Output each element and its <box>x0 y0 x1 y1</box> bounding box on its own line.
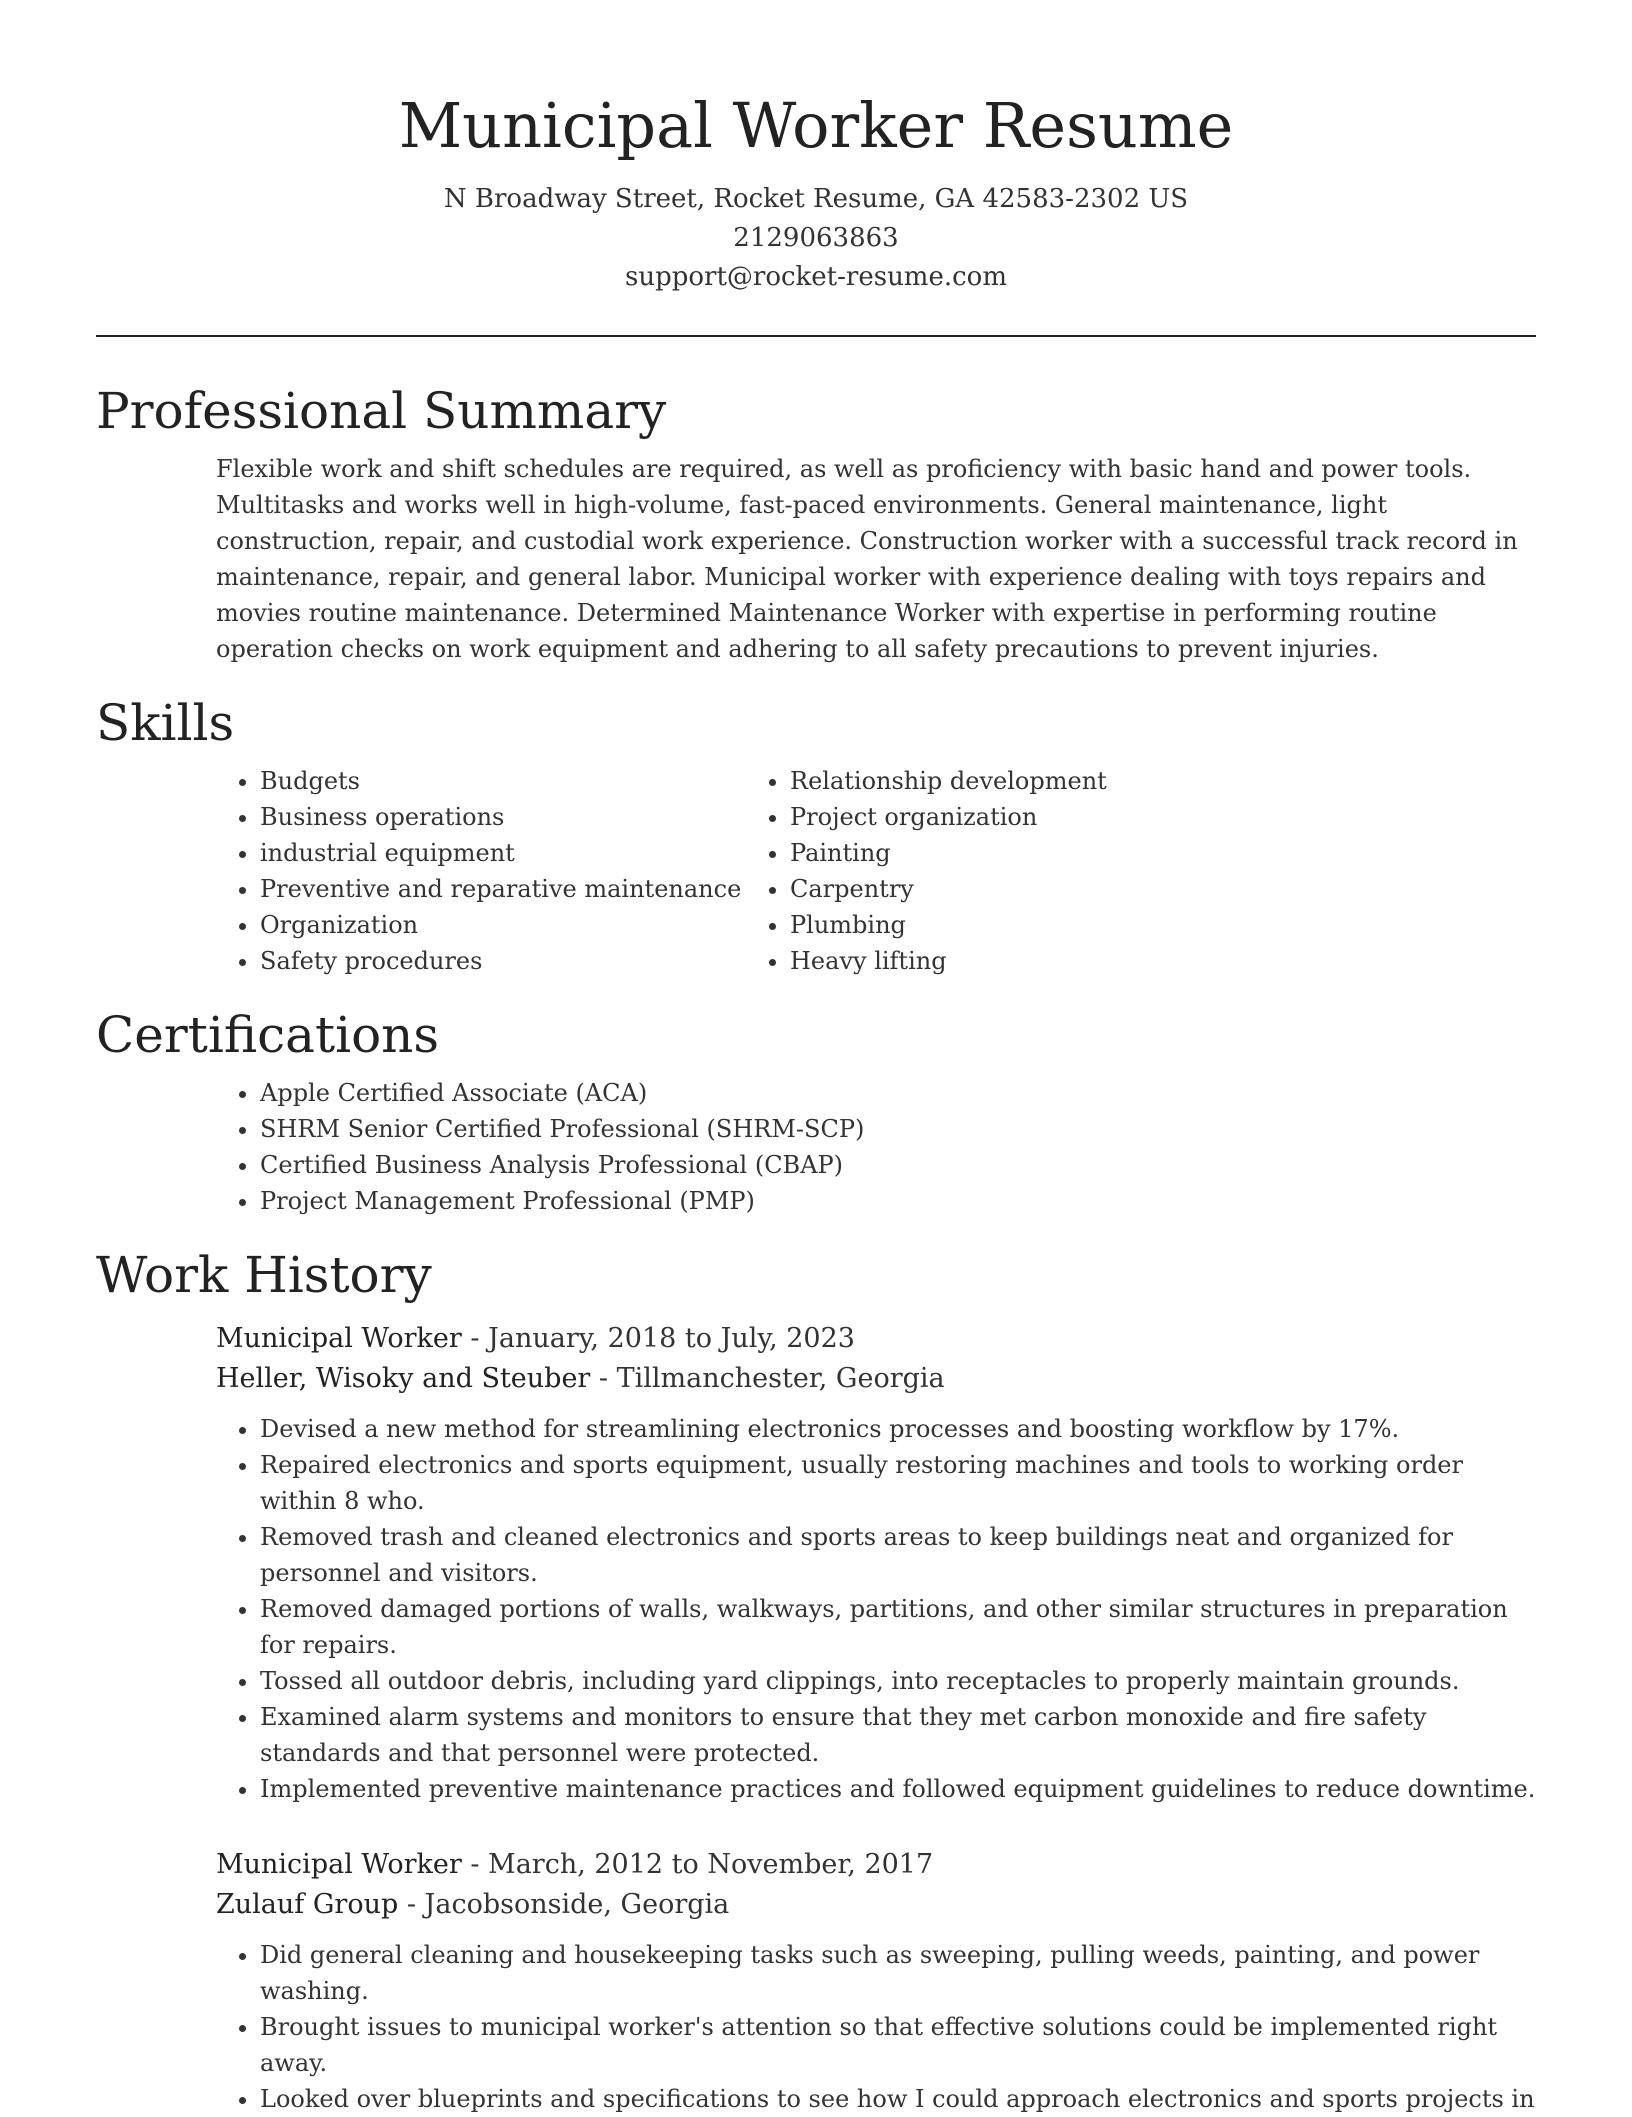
job-company-line <box>216 1359 1536 1399</box>
skills-section <box>96 693 1536 979</box>
certification-item: • SHRM Senior Certified Professional (SHRM-SCP) <box>260 1111 1536 1147</box>
header-divider <box>96 335 1536 337</box>
job-duty-item: • Tossed all outdoor debris, including yard clippings, into receptacles to properly maintain grounds. <box>260 1663 1536 1699</box>
job-company: Zulauf Group <box>216 1889 399 1920</box>
job-title: Municipal Worker <box>216 1849 462 1880</box>
job-entry <box>216 1845 1536 2117</box>
job-separator: - <box>398 1889 425 1920</box>
job-entry <box>216 1319 1536 1807</box>
job-duty-item: • Repaired electronics and sports equipment, usually restoring machines and tools to working order within 8 who. <box>260 1447 1536 1519</box>
skills-list-left <box>96 763 746 979</box>
job-company-line <box>216 1885 1536 1925</box>
skill-item: • Relationship development <box>790 763 1107 799</box>
job-separator: - <box>461 1323 489 1354</box>
certification-item: • Project Management Professional (PMP) <box>260 1183 1536 1219</box>
skill-item: • industrial equipment <box>260 835 746 871</box>
email-text: support@rocket-resume.com <box>624 262 1007 292</box>
summary-section <box>96 381 1536 667</box>
resume-title: Municipal Worker Resume <box>398 89 1234 162</box>
job-duty-item: • Devised a new method for streamlining electronics processes and boosting workflow by 17%. <box>260 1411 1536 1447</box>
job-location: Tillmanchester, Georgia <box>616 1363 945 1394</box>
job-company: Heller, Wisoky and Steuber <box>216 1363 591 1394</box>
job-duty-item: • Did general cleaning and housekeeping tasks such as sweeping, pulling weeds, painting, and power washing. <box>260 1937 1536 2009</box>
job-dates: March, 2012 to November, 2017 <box>488 1849 934 1880</box>
skill-item: • Project organization <box>790 799 1107 835</box>
skill-item: • Heavy lifting <box>790 943 1107 979</box>
skills-column-left <box>96 763 746 979</box>
address-text: N Broadway Street, Rocket Resume, GA 42583-2302 US <box>443 184 1189 214</box>
phone-text: 2129063863 <box>733 223 899 253</box>
job-title-line <box>216 1845 1536 1885</box>
skill-item: • Organization <box>260 907 746 943</box>
skills-heading: Skills <box>96 694 235 752</box>
certifications-section <box>96 1005 1536 1219</box>
skill-item: • Preventive and reparative maintenance <box>260 871 746 907</box>
job-duties-list <box>216 1937 1536 2117</box>
job-duty-item: • Brought issues to municipal worker's attention so that effective solutions could be implemented right away. <box>260 2009 1536 2081</box>
certifications-list <box>96 1075 1536 1219</box>
skill-item: • Plumbing <box>790 907 1107 943</box>
skill-item: • Business operations <box>260 799 746 835</box>
job-duty-item: • Looked over blueprints and specifications to see how I could approach electronics and sports projects in <box>260 2081 1536 2117</box>
skills-list-right <box>746 763 1107 979</box>
summary-text: Flexible work and shift schedules are required, as well as proficiency with basic hand and power tools. Multitasks and works well in high-volume, fast-paced environments. General maintenance, light construction, repair, and custodial work experience. Construction worker with a successful track record in maintenance, repair, and general labor. Municipal worker with experience dealing with toys repairs and movies routine maintenance. Determined Maintenance Worker with expertise in performing routine operation checks on work equipment and adhering to all safety precautions to prevent injuries. <box>216 455 1518 663</box>
resume-page <box>96 0 1536 2117</box>
job-duty-item: • Examined alarm systems and monitors to ensure that they met carbon monoxide and fire safety standards and that personnel were protected. <box>260 1699 1536 1771</box>
work-history-section <box>96 1245 1536 2117</box>
summary-heading: Professional Summary <box>96 382 667 440</box>
certification-item: • Certified Business Analysis Professional (CBAP) <box>260 1147 1536 1183</box>
job-duty-item: • Removed trash and cleaned electronics and sports areas to keep buildings neat and organized for personnel and visitors. <box>260 1519 1536 1591</box>
work-history-heading: Work History <box>96 1246 432 1304</box>
skills-column-right <box>746 763 1107 979</box>
job-title: Municipal Worker <box>216 1323 462 1354</box>
skills-columns <box>96 763 1536 979</box>
job-duty-item: • Removed damaged portions of walls, walkways, partitions, and other similar structures in preparation for repairs. <box>260 1591 1536 1663</box>
skill-item: • Safety procedures <box>260 943 746 979</box>
job-separator: - <box>461 1849 489 1880</box>
job-duty-item: • Implemented preventive maintenance practices and followed equipment guidelines to reduce downtime. <box>260 1771 1536 1807</box>
skill-item: • Budgets <box>260 763 746 799</box>
job-location: Jacobsonside, Georgia <box>424 1889 730 1920</box>
skill-item: • Carpentry <box>790 871 1107 907</box>
job-duties-list <box>216 1411 1536 1807</box>
job-dates: January, 2018 to July, 2023 <box>488 1323 855 1354</box>
job-separator: - <box>590 1363 617 1394</box>
certification-item: • Apple Certified Associate (ACA) <box>260 1075 1536 1111</box>
skill-item: • Painting <box>790 835 1107 871</box>
certifications-heading: Certifications <box>96 1006 440 1064</box>
job-title-line <box>216 1319 1536 1359</box>
contact-block <box>96 180 1536 297</box>
resume-header <box>96 0 1536 297</box>
